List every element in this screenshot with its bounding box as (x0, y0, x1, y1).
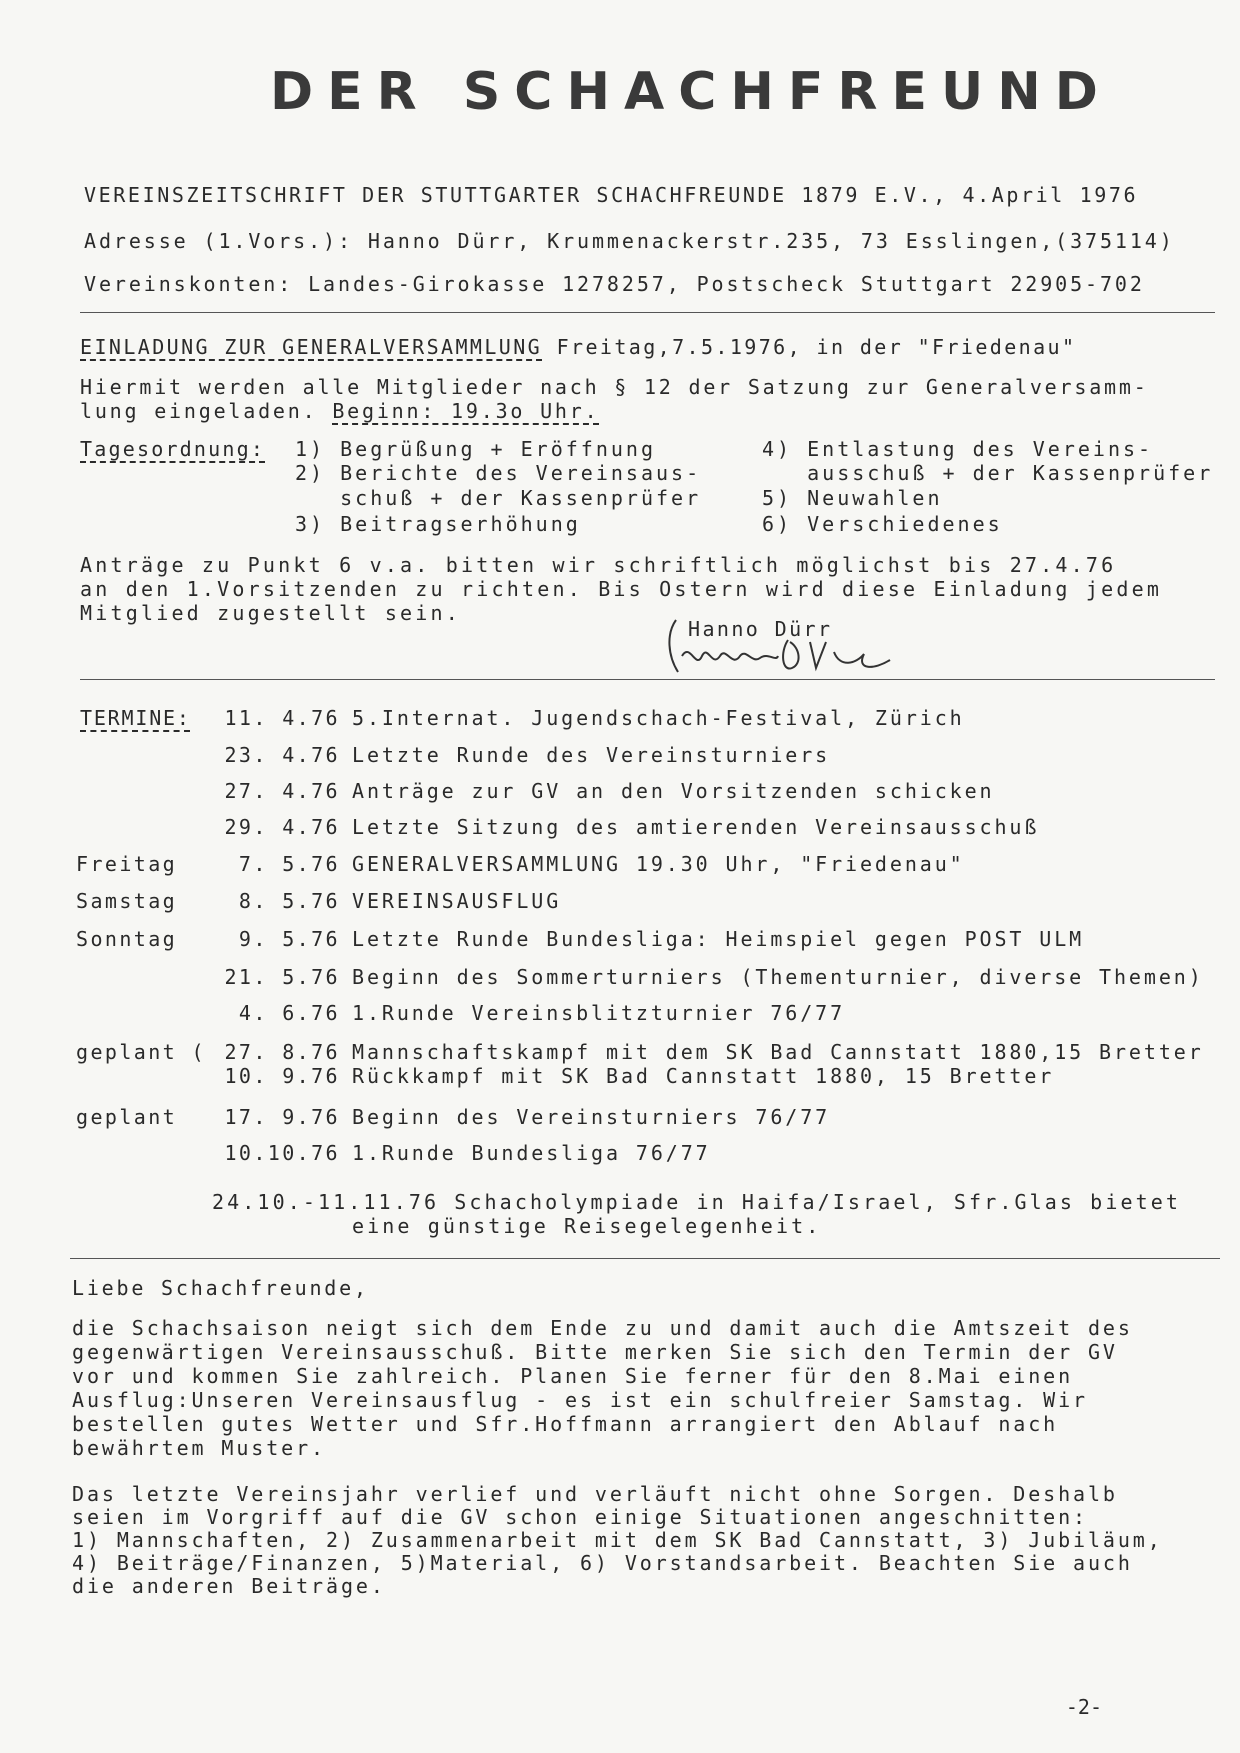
invitation-line-1: Hiermit werden alle Mitglieder nach § 12 der Satzung zur Generalversamm- (80, 375, 1149, 399)
termine-date: 9. 5.76 (238, 927, 340, 951)
letter-line: 4) Beiträge/Finanzen, 5)Material, 6) Vorstandsarbeit. Beachten Sie auch (72, 1551, 1133, 1575)
termine-prefix: Samstag (76, 889, 178, 913)
agenda-item-2-cont: schuß + der Kassenprüfer (295, 486, 702, 510)
letter-line: gegenwärtigen Vereinsausschuß. Bitte merken Sie sich den Termin der GV (72, 1340, 1118, 1364)
requests-line-1: Anträge zu Punkt 6 v.a. bitten wir schriftlich möglichst bis 27.4.76 (80, 553, 1117, 577)
termine-prefix: geplant ( (76, 1040, 206, 1064)
termine-date: 8. 5.76 (238, 889, 340, 913)
meeting-start-time: Beginn: 19.3o Uhr. (332, 399, 600, 423)
termine-date: 7. 5.76 (238, 852, 340, 876)
header-divider (80, 312, 1215, 313)
termine-prefix: Freitag (76, 852, 178, 876)
termine-date: 23. 4.76 (224, 743, 340, 767)
agenda-item-6: 6) Verschiedenes (762, 512, 1003, 536)
invitation-heading-line (80, 335, 1076, 359)
olympiad-line-1: 24.10.-11.11.76 Schacholympiade in Haifa/Israel, Sfr.Glas bietet (212, 1190, 1182, 1214)
termine-date: 4. 6.76 (238, 1001, 340, 1025)
agenda-item-1: 1) Begrüßung + Eröffnung (295, 437, 656, 461)
letter-line: vor und kommen Sie zahlreich. Planen Sie ferner für den 8.Mai einen (72, 1364, 1074, 1388)
handwritten-signature (660, 612, 920, 682)
address-line: Adresse (1.Vors.): Hanno Dürr, Krummenackerstr.235, 73 Esslingen,(375114) (84, 229, 1175, 253)
termine-text: Mannschaftskampf mit dem SK Bad Cannstatt 1880,15 Bretter (352, 1040, 1204, 1064)
agenda-item-2: 2) Berichte des Vereinsaus- (295, 461, 702, 485)
termine-date: 11. 4.76 (224, 706, 340, 730)
termine-text: 1.Runde Bundesliga 76/77 (352, 1141, 711, 1165)
termine-date: 10.10.76 (224, 1141, 340, 1165)
termine-date: 21. 5.76 (224, 965, 340, 989)
letter-line: seien im Vorgriff auf die GV schon einige Situationen angeschnitten: (72, 1505, 1088, 1529)
letter-line: die anderen Beiträge. (72, 1574, 386, 1598)
termine-text: VEREINSAUSFLUG (352, 889, 562, 913)
agenda-item-3: 3) Beitragserhöhung (295, 512, 581, 536)
termine-prefix: geplant (76, 1105, 178, 1129)
termine-label: TERMINE: (80, 706, 191, 730)
invitation-line-2a: lung eingeladen. (80, 399, 333, 423)
letter-line: die Schachsaison neigt sich dem Ende zu und damit auch die Amtszeit des (72, 1316, 1133, 1340)
termine-text: Rückkampf mit SK Bad Cannstatt 1880, 15 Bretter (352, 1064, 1055, 1088)
letter-line: bewährtem Muster. (72, 1436, 326, 1460)
invitation-heading: EINLADUNG ZUR GENERALVERSAMMLUNG (80, 335, 543, 359)
letter-line: Ausflug:Unseren Vereinsausflug - es ist ein schulfreier Samstag. Wir (72, 1388, 1088, 1412)
termine-text: 1.Runde Vereinsblitzturnier 76/77 (352, 1001, 846, 1025)
letter-salutation: Liebe Schachfreunde, (72, 1276, 369, 1300)
termine-date: 29. 4.76 (224, 815, 340, 839)
termine-text: Beginn des Sommerturniers (Thementurnier, diverse Themen) (352, 965, 1204, 989)
requests-line-2: an den 1.Vorsitzenden zu richten. Bis Ostern wird diese Einladung jedem (80, 577, 1163, 601)
termine-text: GENERALVERSAMMLUNG 19.30 Uhr, "Friedenau" (352, 852, 965, 876)
termine-text: Anträge zur GV an den Vorsitzenden schicken (352, 779, 995, 803)
termine-date: 27. 4.76 (224, 779, 340, 803)
termine-divider (70, 1258, 1220, 1259)
letter-line: 1) Mannschaften, 2) Zusammenarbeit mit dem SK Bad Cannstatt, 3) Jubiläum, (72, 1528, 1163, 1552)
termine-prefix: Sonntag (76, 927, 178, 951)
invitation-line-2 (80, 399, 599, 423)
termine-date: 27. 8.76 (224, 1040, 340, 1064)
agenda-label: Tagesordnung: (80, 437, 266, 461)
termine-text: Letzte Runde Bundesliga: Heimspiel gegen POST ULM (352, 927, 1085, 951)
agenda-item-5: 5) Neuwahlen (762, 486, 943, 510)
invitation-divider (80, 679, 1215, 680)
termine-text: Letzte Runde des Vereinsturniers (352, 743, 831, 767)
letter-line: Das letzte Vereinsjahr verlief und verläuft nicht ohne Sorgen. Deshalb (72, 1482, 1118, 1506)
termine-text: 5.Internat. Jugendschach-Festival, Zürich (352, 706, 965, 730)
termine-date: 10. 9.76 (224, 1064, 340, 1088)
termine-date: 17. 9.76 (224, 1105, 340, 1129)
invitation-heading-rest: Freitag,7.5.1976, in der "Friedenau" (542, 335, 1077, 359)
termine-text: Letzte Sitzung des amtierenden Vereinsausschuß (352, 815, 1040, 839)
agenda-item-4: 4) Entlastung des Vereins- (762, 437, 1154, 461)
page-number: -2- (1065, 1695, 1102, 1719)
accounts-line: Vereinskonten: Landes-Girokasse 1278257, Postscheck Stuttgart 22905-702 (84, 272, 1145, 296)
masthead-title: DER SCHACHFREUND (270, 62, 1112, 122)
agenda-item-4-cont: ausschuß + der Kassenprüfer (762, 461, 1214, 485)
olympiad-line-2: eine günstige Reisegelegenheit. (352, 1214, 822, 1238)
signature-typed-name: Hanno Dürr (688, 617, 833, 641)
requests-line-3: Mitglied zugestellt sein. (80, 601, 462, 625)
termine-text: Beginn des Vereinsturniers 76/77 (352, 1105, 831, 1129)
letter-line: bestellen gutes Wetter und Sfr.Hoffmann arrangiert den Ablauf nach (72, 1412, 1059, 1436)
subtitle-line: VEREINSZEITSCHRIFT DER STUTTGARTER SCHACHFREUNDE 1879 E.V., 4.April 1976 (84, 183, 1139, 207)
